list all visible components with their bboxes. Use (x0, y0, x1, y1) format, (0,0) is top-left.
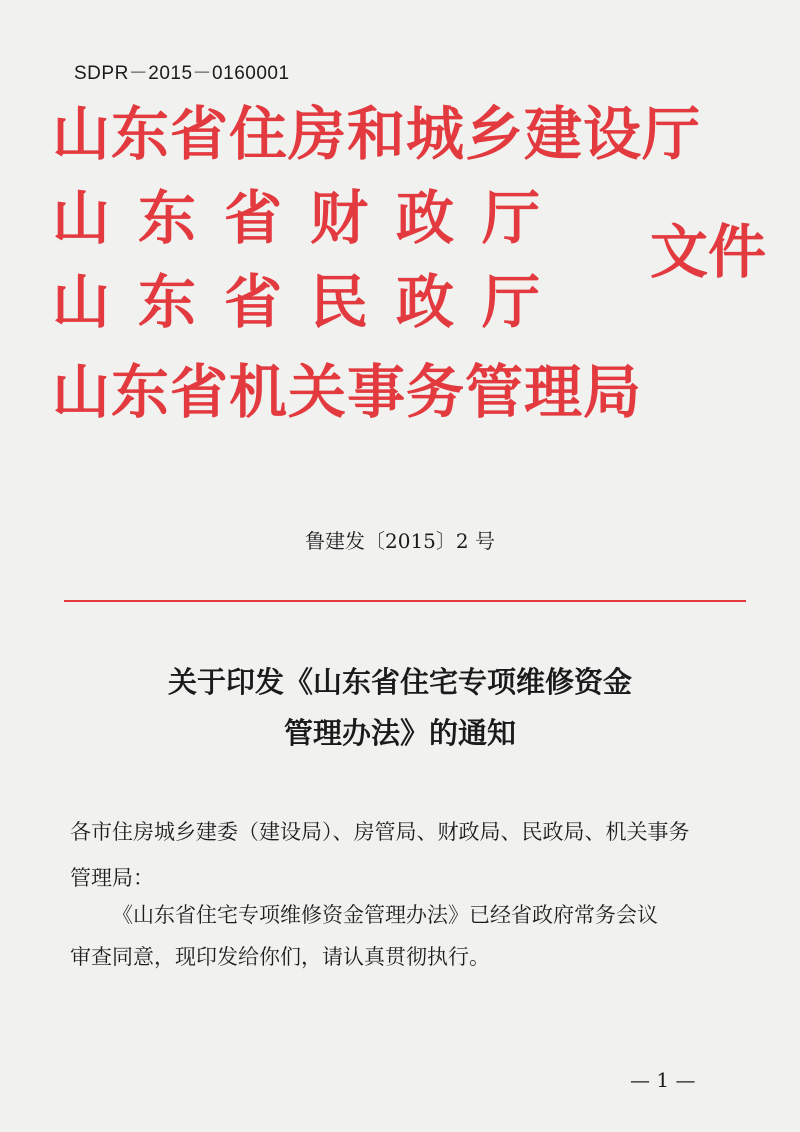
file-suffix: 文件 (650, 218, 767, 286)
document-number: 鲁建发〔2015〕2 号 (305, 529, 495, 553)
document-title-line-2: 管理办法》的通知 (283, 716, 516, 750)
body-paragraph-line-2: 审查同意，现印发给你们，请认真贯彻执行。 (70, 945, 490, 969)
body-paragraph-line-1: 《山东省住宅专项维修资金管理办法》已经省政府常务会议 (112, 903, 658, 927)
issuer-block (52, 96, 772, 436)
red-separator-line (64, 600, 746, 602)
recipients-line-2: 管理局： (70, 866, 154, 890)
issuer-affairs-administration-bureau: 山东省机关事务管理局 (52, 358, 643, 426)
issuer-finance-department: 山东省财政厅 (52, 184, 569, 252)
issuer-civil-affairs-department: 山东省民政厅 (52, 268, 569, 336)
issuer-housing-department: 山东省住房和城乡建设厅 (52, 100, 702, 168)
document-code: SDPR－2015－0160001 (74, 63, 290, 84)
recipients-line-1: 各市住房城乡建委（建设局）、房管局、财政局、民政局、机关事务 (70, 820, 690, 844)
document-title-line-1: 关于印发《山东省住宅专项维修资金 (167, 665, 632, 699)
page-number: — 1 — (630, 1068, 696, 1092)
